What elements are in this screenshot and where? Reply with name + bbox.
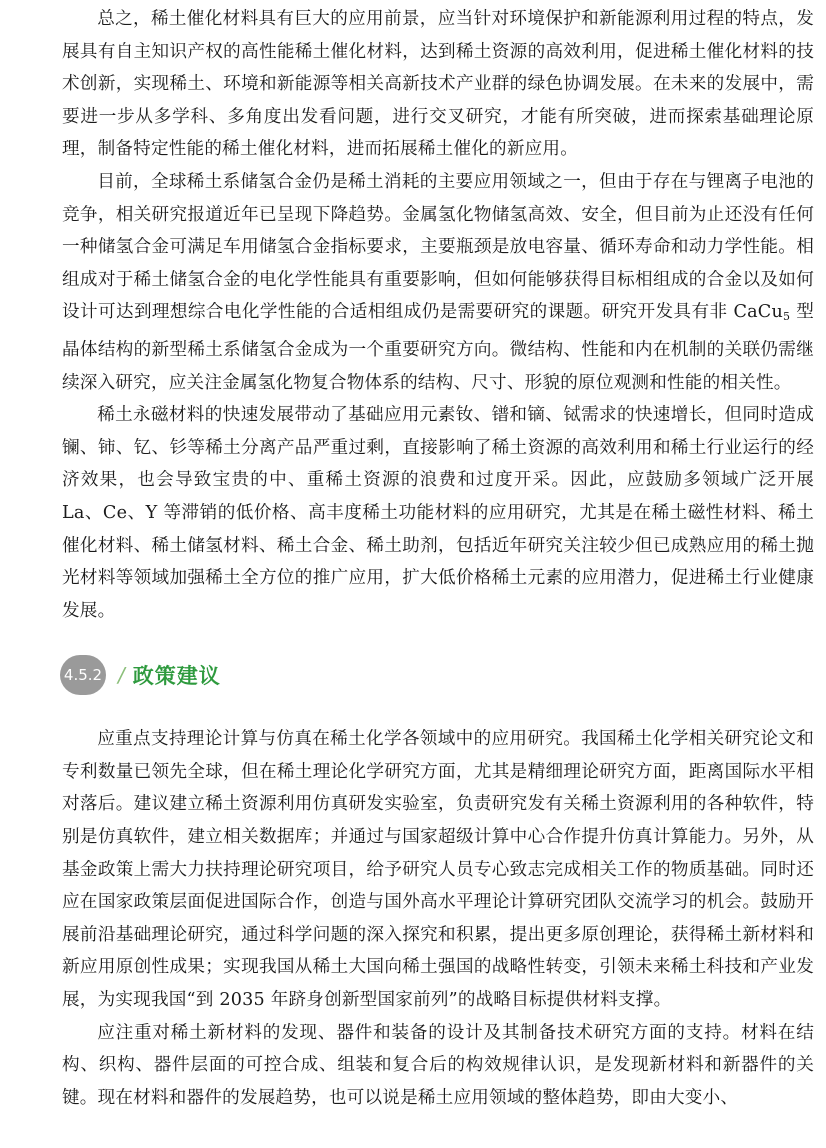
- paragraph-theory-computation: 应重点支持理论计算与仿真在稀土化学各领域中的应用研究。我国稀土化学相关研究论文和专利数量已领先全球，但在稀土理论化学研究方面，尤其是精细理论研究方面，距离国际水平相对落后。建议建立稀土资源利用仿真研发实验室，负责研究发有关稀土资源利用的各种软件，特别是仿真软件，建立相关数据库；并通过与国家超级计算中心合作提升仿真计算能力。另外，从基金政策上需大力扶持理论研究项目，给予研究人员专心致志完成相关工作的物质基础。同时还应在国家政策层面促进国际合作，创造与国外高水平理论计算研究团队交流学习的机会。鼓励开展前沿基础理论研究，通过科学问题的深入探究和积累，提出更多原创理论，获得稀土新材料和新应用原创性成果；实现我国从稀土大国向稀土强国的战略性转变，引领未来稀土科技和产业发展，为实现我国“到 2035 年跻身创新型国家前列”的战略目标提供材料支撑。: [62, 729, 814, 1011]
- paragraph-permanent-magnet: 稀土永磁材料的快速发展带动了基础应用元素钕、镨和镝、铽需求的快速增长，但同时造成镧、铈、钇、钐等稀土分离产品严重过剩，直接影响了稀土资源的高效利用和稀土行业运行的经济效果，也会导致宝贵的中、重稀土资源的浪费和过度开采。因此，应鼓励多领域广泛开展 La、Ce、Y 等滞销的低价格、高丰度稀土功能材料的应用研究，尤其是在稀土磁性材料、稀土催化材料、稀土储氢材料、稀土合金、稀土助剂，包括近年研究关注较少但已成熟应用的稀土抛光材料等领域加强稀土全方位的推广应用，扩大低价格稀土元素的应用潜力，促进稀土行业健康发展。: [62, 405, 814, 621]
- subscript-5: 5: [783, 310, 791, 324]
- section-slash: /: [118, 663, 125, 688]
- section-title: 政策建议: [132, 664, 221, 689]
- section-heading: [62, 653, 814, 697]
- section-number-badge: 4.5.2: [60, 655, 106, 695]
- paragraph-hydrogen-storage-part2: 型晶体结构的新型稀土系储氢合金成为一个重要研究方向。微结构、性能和内在机制的关联仍需继续深入研究，应关注金属氢化物复合物体系的结构、尺寸、形貌的原位观测和性能的相关性。: [62, 302, 814, 393]
- paragraph-new-materials: 应注重对稀土新材料的发现、器件和装备的设计及其制备技术研究方面的支持。材料在结构、织构、器件层面的可控合成、组装和复合后的构效规律认识，是发现新材料和新器件的关键。现在材料和器件的发展趋势，也可以说是稀土应用领域的整体趋势，即由大变小、: [62, 1022, 814, 1108]
- document-page: [62, 0, 814, 1114]
- paragraph-hydrogen-storage: [62, 166, 814, 399]
- paragraph-catalysis-summary: 总之，稀土催化材料具有巨大的应用前景，应当针对环境保护和新能源利用过程的特点，发展具有自主知识产权的高性能稀土催化材料，达到稀土资源的高效利用，促进稀土催化材料的技术创新，实现稀土、环境和新能源等相关高新技术产业群的绿色协调发展。在未来的发展中，需要进一步从多学科、多角度出发看问题，进行交叉研究，才能有所突破，进而探索基础理论原理，制备特定性能的稀土催化材料，进而拓展稀土催化的新应用。: [62, 9, 814, 160]
- paragraph-hydrogen-storage-part1: 目前，全球稀土系储氢合金仍是稀土消耗的主要应用领域之一，但由于存在与锂离子电池的竞争，相关研究报道近年已呈现下降趋势。金属氢化物储氢高效、安全，但目前为止还没有任何一种储氢合金可满足车用储氢合金指标要求，主要瓶颈是放电容量、循环寿命和动力学性能。相组成对于稀土储氢合金的电化学性能具有重要影响，但如何能够获得目标相组成的合金以及如何设计可达到理想综合电化学性能的合适相组成仍是需要研究的课题。研究开发具有非 CaCu: [62, 171, 814, 323]
